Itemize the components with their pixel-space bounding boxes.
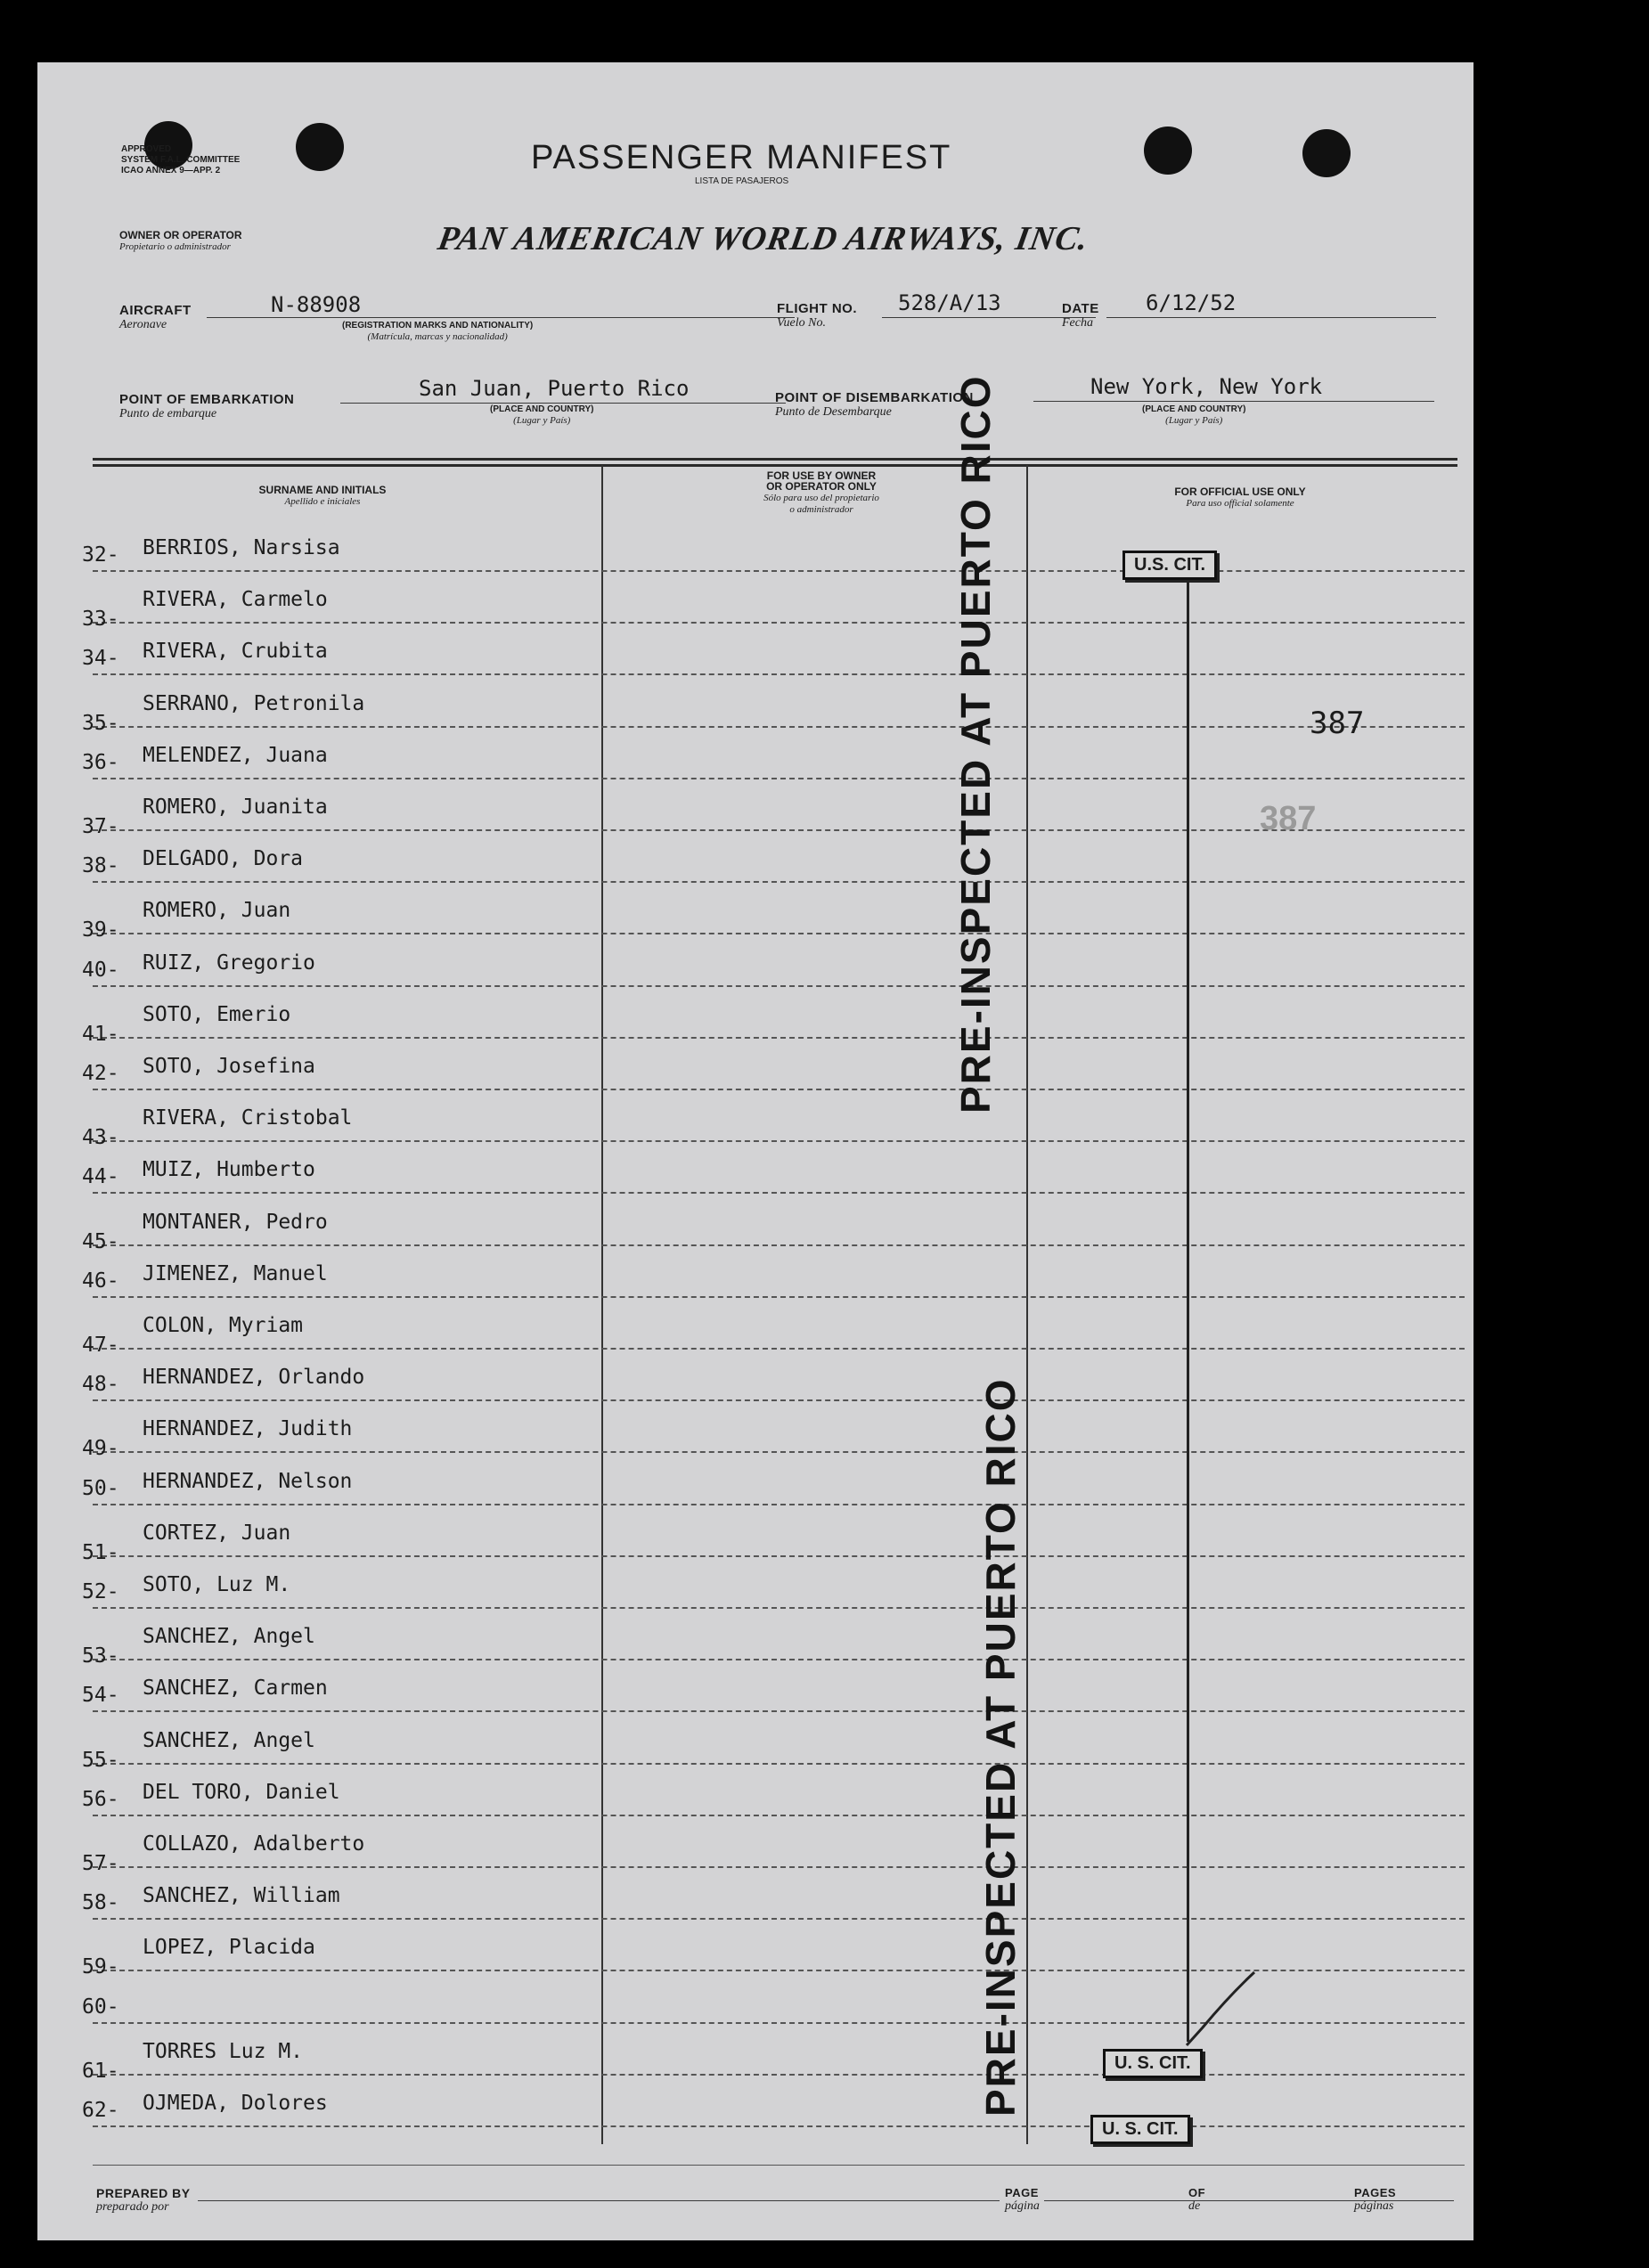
- approval-block: [121, 144, 240, 176]
- row-rule: [93, 1348, 1465, 1350]
- punch-hole-left-2: [296, 123, 344, 171]
- check-mark: [1185, 1969, 1256, 2049]
- row-rule: [93, 673, 1465, 675]
- passenger-name: COLON, Myriam: [143, 1314, 304, 1337]
- disembark-underline: [1033, 401, 1434, 402]
- date-underline: [1106, 317, 1436, 318]
- owner-label-block: [119, 230, 242, 252]
- aircraft-field: [119, 303, 192, 332]
- footer-rule: [93, 2165, 1465, 2166]
- embark-note-es: (Lugar y País): [513, 415, 571, 426]
- row-number: 51-: [82, 1540, 119, 1564]
- embark-label: POINT OF EMBARKATION: [119, 392, 295, 407]
- row-rule: [93, 881, 1465, 883]
- col-official-en: FOR OFFICIAL USE ONLY: [1174, 485, 1306, 498]
- count-typed: 387: [1310, 706, 1365, 741]
- prepared-by-field: [96, 2186, 191, 2215]
- aircraft-sublabel: Aeronave: [119, 318, 167, 331]
- approval-line-3: ICAO ANNEX 9—APP. 2: [121, 166, 221, 175]
- embark-sublabel: Punto de embarque: [119, 407, 217, 420]
- row-number: 35-: [82, 711, 119, 735]
- row-rule: [93, 1710, 1465, 1712]
- row-number: 36-: [82, 750, 119, 774]
- row-rule: [93, 2022, 1465, 2024]
- row-number: 42-: [82, 1062, 119, 1085]
- disembark-note: [1142, 404, 1245, 427]
- col-header-surname: [144, 485, 501, 507]
- flight-field: [777, 301, 857, 330]
- prepared-label: PREPARED BY: [96, 2186, 191, 2200]
- page-title: PASSENGER MANIFEST: [531, 139, 952, 176]
- row-number: 37-: [82, 815, 119, 838]
- passenger-name: HERNANDEZ, Nelson: [143, 1469, 353, 1493]
- preinspected-stamp-bottom: PRE-INSPECTED AT PUERTO RICO: [977, 1377, 1024, 2117]
- disembark-note-es: (Lugar y País): [1165, 415, 1223, 426]
- row-number: 38-: [82, 854, 119, 878]
- row-rule: [93, 1866, 1465, 1868]
- passenger-name: RIVERA, Crubita: [143, 640, 328, 664]
- row-rule: [93, 1607, 1465, 1609]
- row-number: 59-: [82, 1955, 119, 1979]
- punch-hole-right-2: [1302, 129, 1351, 177]
- of-sublabel: de: [1188, 2199, 1201, 2213]
- owner-value: PAN AMERICAN WORLD AIRWAYS, INC.: [435, 220, 1092, 257]
- row-number: 61-: [82, 2059, 119, 2083]
- count-stamped: 387: [1260, 800, 1317, 837]
- passenger-name: SERRANO, Petronila: [143, 691, 365, 715]
- embark-field: [119, 392, 294, 421]
- row-rule: [93, 985, 1465, 987]
- row-number: 50-: [82, 1476, 119, 1500]
- aircraft-label: AIRCRAFT: [119, 303, 192, 318]
- embark-note: [490, 404, 593, 427]
- prepared-underline: [198, 2200, 1000, 2201]
- approval-line-2: SYSTEM F.A.L. COMMITTEE: [121, 155, 241, 165]
- column-divider-1: [601, 465, 603, 2144]
- pages-label: PAGES: [1354, 2186, 1397, 2199]
- row-number: 46-: [82, 1269, 119, 1293]
- page-underline: [1044, 2200, 1454, 2201]
- row-number: 34-: [82, 647, 119, 671]
- header-rule-top: [93, 458, 1457, 461]
- row-rule: [93, 778, 1465, 779]
- flight-sublabel: Vuelo No.: [777, 316, 826, 330]
- passenger-name: OJMEDA, Dolores: [143, 2092, 328, 2115]
- row-number: 58-: [82, 1891, 119, 1915]
- row-rule: [93, 1504, 1465, 1505]
- row-number: 47-: [82, 1334, 119, 1357]
- row-number: 53-: [82, 1644, 119, 1668]
- row-rule: [93, 1815, 1465, 1816]
- passenger-name: SOTO, Emerio: [143, 1002, 291, 1026]
- disembark-value: New York, New York: [1090, 374, 1323, 399]
- passenger-name: JIMENEZ, Manuel: [143, 1261, 328, 1285]
- passenger-name: DEL TORO, Daniel: [143, 1780, 340, 1804]
- row-rule: [93, 1089, 1465, 1090]
- row-number: 52-: [82, 1580, 119, 1603]
- ditto-line: [1187, 581, 1189, 2042]
- embark-underline: [340, 403, 786, 404]
- column-divider-2: [1026, 465, 1028, 2144]
- page-subtitle: LISTA DE PASAJEROS: [695, 176, 789, 186]
- flight-value: 528/A/13: [898, 290, 1001, 315]
- aircraft-note-en: (REGISTRATION MARKS AND NATIONALITY): [342, 321, 534, 330]
- col-header-owner-use: [643, 470, 1000, 515]
- row-rule: [93, 1970, 1465, 1971]
- passenger-name: MELENDEZ, Juana: [143, 743, 328, 767]
- row-number: 48-: [82, 1373, 119, 1397]
- passenger-name: DELGADO, Dora: [143, 847, 304, 871]
- row-number: 45-: [82, 1229, 119, 1253]
- approval-line-1: APPROVED: [121, 144, 172, 154]
- col-surname-en: SURNAME AND INITIALS: [258, 484, 387, 496]
- col-owner-use-es-2: o administrador: [789, 504, 853, 515]
- manifest-page: [37, 62, 1473, 2240]
- prepared-sublabel: preparado por: [96, 2200, 169, 2214]
- row-rule: [93, 1244, 1465, 1246]
- aircraft-note-es: (Matrícula, marcas y nacionalidad): [367, 331, 508, 342]
- disembark-sublabel: Punto de Desembarque: [775, 405, 892, 419]
- passenger-name: BERRIOS, Narsisa: [143, 536, 340, 559]
- row-rule: [93, 1399, 1465, 1401]
- owner-sublabel: Propietario o administrador: [119, 241, 231, 252]
- owner-label: OWNER OR OPERATOR: [119, 229, 242, 241]
- passenger-name: RIVERA, Carmelo: [143, 588, 328, 612]
- row-rule: [93, 1659, 1465, 1660]
- passenger-name: LOPEZ, Placida: [143, 1936, 315, 1960]
- page-sublabel: página: [1005, 2199, 1040, 2213]
- disembark-label: POINT OF DISEMBARKATION: [775, 390, 974, 405]
- col-owner-use-2: OR OPERATOR ONLY: [766, 480, 877, 493]
- embark-value: San Juan, Puerto Rico: [419, 376, 690, 401]
- punch-hole-right: [1144, 126, 1192, 175]
- row-number: 39-: [82, 918, 119, 942]
- check-mark-icon: [1185, 1969, 1256, 2049]
- row-rule: [93, 1763, 1465, 1765]
- passenger-name: SANCHEZ, Angel: [143, 1728, 315, 1752]
- row-rule: [93, 829, 1465, 831]
- row-rule: [93, 1140, 1465, 1142]
- row-number: 60-: [82, 1995, 119, 2019]
- row-number: 32-: [82, 543, 119, 567]
- passenger-name: TORRES Luz M.: [143, 2039, 304, 2063]
- row-rule: [93, 726, 1465, 728]
- page-field: [1005, 2186, 1040, 2214]
- disembark-note-en: (PLACE AND COUNTRY): [1142, 404, 1246, 414]
- row-rule: [93, 1296, 1465, 1298]
- date-value: 6/12/52: [1146, 290, 1237, 315]
- row-number: 55-: [82, 1748, 119, 1772]
- passenger-name: MONTANER, Pedro: [143, 1210, 328, 1234]
- passenger-name: SOTO, Josefina: [143, 1055, 315, 1078]
- col-owner-use-1: FOR USE BY OWNER: [766, 469, 877, 482]
- row-rule: [93, 1037, 1465, 1039]
- row-rule: [93, 933, 1465, 934]
- page-label: PAGE: [1005, 2186, 1039, 2199]
- passenger-name: SANCHEZ, William: [143, 1884, 340, 1908]
- row-number: 43-: [82, 1126, 119, 1150]
- flight-label: FLIGHT NO.: [777, 301, 857, 316]
- row-number: 44-: [82, 1165, 119, 1189]
- row-number: 33-: [82, 608, 119, 632]
- row-number: 56-: [82, 1787, 119, 1811]
- row-number: 49-: [82, 1437, 119, 1461]
- row-number: 54-: [82, 1684, 119, 1708]
- of-label: OF: [1188, 2186, 1206, 2199]
- passenger-name: SANCHEZ, Carmen: [143, 1677, 328, 1701]
- embark-note-en: (PLACE AND COUNTRY): [490, 404, 594, 414]
- aircraft-value: N-88908: [271, 292, 362, 317]
- passenger-name: HERNANDEZ, Orlando: [143, 1366, 365, 1390]
- row-rule: [93, 2125, 1465, 2127]
- row-rule: [93, 1918, 1465, 1920]
- row-rule: [93, 1451, 1465, 1453]
- aircraft-note: [342, 321, 533, 343]
- passenger-name: MUIZ, Humberto: [143, 1158, 315, 1182]
- row-rule: [93, 1192, 1465, 1194]
- col-owner-use-es-1: Sólo para uso del propietario: [763, 493, 879, 503]
- pages-sublabel: páginas: [1354, 2199, 1394, 2213]
- header-rule-bottom: [93, 464, 1457, 467]
- passenger-name: SANCHEZ, Angel: [143, 1625, 315, 1649]
- row-number: 62-: [82, 2099, 119, 2122]
- passenger-name: ROMERO, Juanita: [143, 795, 328, 819]
- us-cit-stamp-61: U. S. CIT.: [1103, 2049, 1203, 2078]
- passenger-name: SOTO, Luz M.: [143, 1573, 291, 1596]
- row-number: 41-: [82, 1022, 119, 1046]
- row-number: 57-: [82, 1852, 119, 1875]
- date-sublabel: Fecha: [1062, 316, 1093, 330]
- date-field: [1062, 301, 1099, 330]
- row-rule: [93, 2074, 1465, 2076]
- row-rule: [93, 622, 1465, 624]
- col-header-official: [1062, 486, 1418, 509]
- row-rule: [93, 570, 1465, 572]
- col-surname-es: Apellido e iniciales: [284, 496, 361, 507]
- col-official-es: Para uso official solamente: [1186, 498, 1294, 509]
- us-cit-stamp-top: U.S. CIT.: [1122, 551, 1217, 580]
- passenger-name: HERNANDEZ, Judith: [143, 1417, 353, 1441]
- us-cit-stamp-62: U. S. CIT.: [1090, 2115, 1190, 2144]
- passenger-name: RUIZ, Gregorio: [143, 950, 315, 975]
- row-number: 40-: [82, 958, 119, 982]
- passenger-name: COLLAZO, Adalberto: [143, 1832, 365, 1856]
- date-label: DATE: [1062, 301, 1099, 316]
- disembark-field: [775, 390, 974, 420]
- passenger-name: RIVERA, Cristobal: [143, 1106, 353, 1130]
- preinspected-stamp-top: PRE-INSPECTED AT PUERTO RICO: [952, 374, 999, 1114]
- aircraft-underline: [207, 317, 795, 318]
- passenger-name: CORTEZ, Juan: [143, 1521, 291, 1545]
- row-rule: [93, 1555, 1465, 1557]
- passenger-name: ROMERO, Juan: [143, 899, 291, 923]
